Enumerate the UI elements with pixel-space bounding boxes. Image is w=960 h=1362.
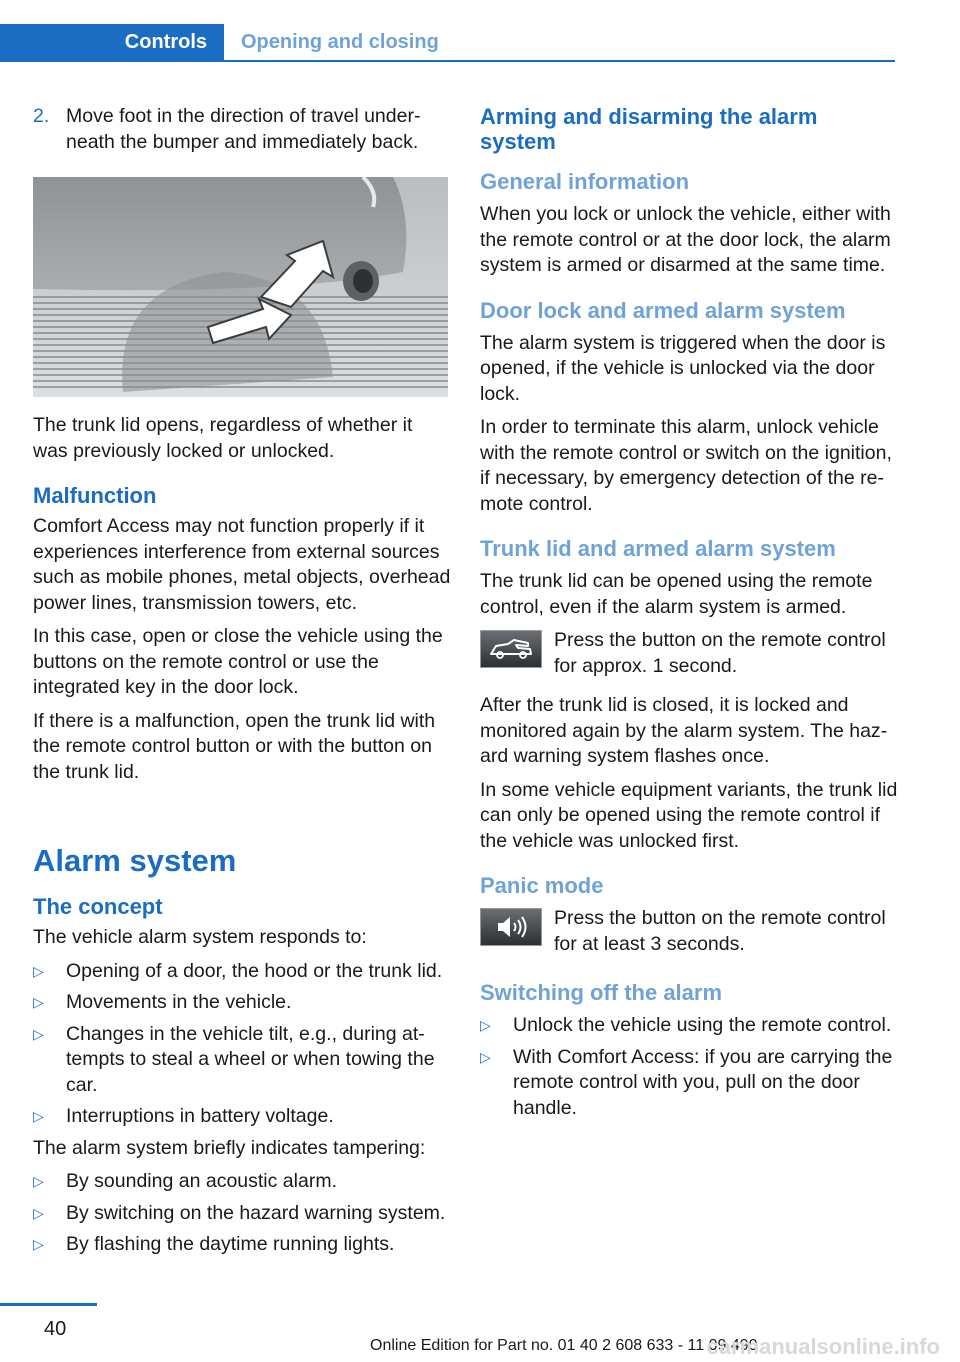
tab-opening-and-closing[interactable]: Opening and closing xyxy=(241,31,439,53)
header-rule xyxy=(0,60,895,62)
trunk-lid-paragraph-1: The trunk lid can be opened using the remote control, even if the alarm system is armed. xyxy=(480,570,873,618)
list-item: ▷ By sounding an acoustic alarm. xyxy=(33,1169,451,1195)
right-column xyxy=(480,104,898,1127)
responds-list xyxy=(33,959,451,1130)
bullet-arrow-icon: ▷ xyxy=(33,994,44,1010)
bullet-arrow-icon: ▷ xyxy=(33,962,44,979)
concept-heading: The concept xyxy=(33,894,163,919)
step-number: 2. xyxy=(33,105,50,127)
malfunction-heading: Malfunction xyxy=(33,483,157,508)
trunk-lid-paragraph-3: In some vehicle equipment variants, the trunk lid can only be opened using the remote control if the vehicle was unlocked first. xyxy=(480,778,898,852)
bullet-arrow-icon: ▷ xyxy=(33,1236,44,1252)
list-item: ▷ With Comfort Access: if you are carrying the remote control with you, pull on the door handle. xyxy=(480,1045,898,1122)
list-item: ▷ Changes in the vehicle tilt, e.g., during attempts to steal a wheel or when towing the car. xyxy=(33,1022,451,1099)
panic-mode-heading: Panic mode xyxy=(480,873,604,898)
bullet-arrow-icon: ▷ xyxy=(480,1048,491,1065)
page-number: 40 xyxy=(44,1318,67,1340)
trunk-button-text: Press the button on the remote control for approx. 1 second. xyxy=(554,629,886,677)
panic-button-instruction xyxy=(480,906,898,957)
general-info-heading: General information xyxy=(480,169,690,194)
list-item: ▷ Opening of a door, the hood or the trunk lid. xyxy=(33,959,451,985)
list-item: ▷ By flashing the daytime running lights. xyxy=(33,1232,451,1258)
edition-text: Online Edition for Part no. 01 40 2 608 633 - 11 09 490 xyxy=(370,1337,758,1354)
malfunction-paragraph-3: If there is a malfunction, open the trunk lid with the remote control button or with the button on the trunk lid. xyxy=(33,709,436,783)
arming-heading: Arming and disarming the alarm system xyxy=(480,104,818,154)
alarm-system-heading: Alarm system xyxy=(33,843,237,878)
concept-intro: The vehicle alarm system responds to: xyxy=(33,926,367,948)
car-trunk-icon xyxy=(480,630,542,668)
left-column xyxy=(33,104,451,1264)
switch-off-list xyxy=(480,1013,898,1121)
step-item xyxy=(33,104,451,155)
door-lock-paragraph-1: The alarm system is triggered when the door is opened, if the vehicle is unlocked via the door lock. xyxy=(480,331,886,405)
door-lock-paragraph-2: In order to terminate this alarm, unlock vehicle with the remote control or switch on the ignition, if necessary, by emergency detection of the remote control. xyxy=(480,416,892,515)
panic-button-text: Press the button on the remote control for at least 3 seconds. xyxy=(554,907,886,955)
trunk-opens-text: The trunk lid opens, regardless of whether it was previously locked or unlocked. xyxy=(33,414,413,462)
tab-controls[interactable]: Controls xyxy=(0,24,224,60)
header-tabbar xyxy=(0,24,895,62)
bullet-arrow-icon: ▷ xyxy=(480,1017,491,1033)
general-info-paragraph: When you lock or unlock the vehicle, either with the remote control or at the door lock, the alarm system is armed or disarmed at the same time. xyxy=(480,203,891,276)
speaker-sound-icon xyxy=(480,908,542,946)
bumper-foot-illustration xyxy=(33,177,448,397)
list-item: ▷ Interruptions in battery voltage. xyxy=(33,1104,451,1130)
tamper-intro: The alarm system briefly indicates tampering: xyxy=(33,1136,426,1159)
switch-off-heading: Switching off the alarm xyxy=(480,980,723,1005)
bullet-arrow-icon: ▷ xyxy=(33,1108,44,1124)
list-item: ▷ By switching on the hazard warning system. xyxy=(33,1201,451,1227)
footer-rule xyxy=(0,1303,97,1306)
door-lock-heading: Door lock and armed alarm system xyxy=(480,297,846,323)
trunk-button-instruction xyxy=(480,628,898,679)
trunk-lid-paragraph-2: After the trunk lid is closed, it is locked and monitored again by the alarm system. The hazard warning system flashes once. xyxy=(480,694,888,767)
tamper-list xyxy=(33,1169,451,1258)
bullet-arrow-icon: ▷ xyxy=(33,1204,44,1221)
bumper-illustration-svg xyxy=(33,177,448,397)
malfunction-paragraph-2: In this case, open or close the vehicle using the buttons on the remote control or use the integrated key in the door lock. xyxy=(33,625,443,698)
watermark: carmanualsonline.info xyxy=(706,1334,940,1359)
list-item: ▷ Unlock the vehicle using the remote control. xyxy=(480,1013,898,1039)
bullet-arrow-icon: ▷ xyxy=(33,1173,44,1189)
malfunction-paragraph-1: Comfort Access may not function properly if it experiences interference from external sources such as mobile phones, metal objects, overhead power lines, transmission towers, etc. xyxy=(33,515,451,614)
list-item: ▷ Movements in the vehicle. xyxy=(33,990,451,1016)
step-text: Move foot in the direction of travel underneath the bumper and immediately back. xyxy=(66,105,421,153)
trunk-lid-heading: Trunk lid and armed alarm system xyxy=(480,536,836,561)
bullet-arrow-icon: ▷ xyxy=(33,1025,44,1042)
